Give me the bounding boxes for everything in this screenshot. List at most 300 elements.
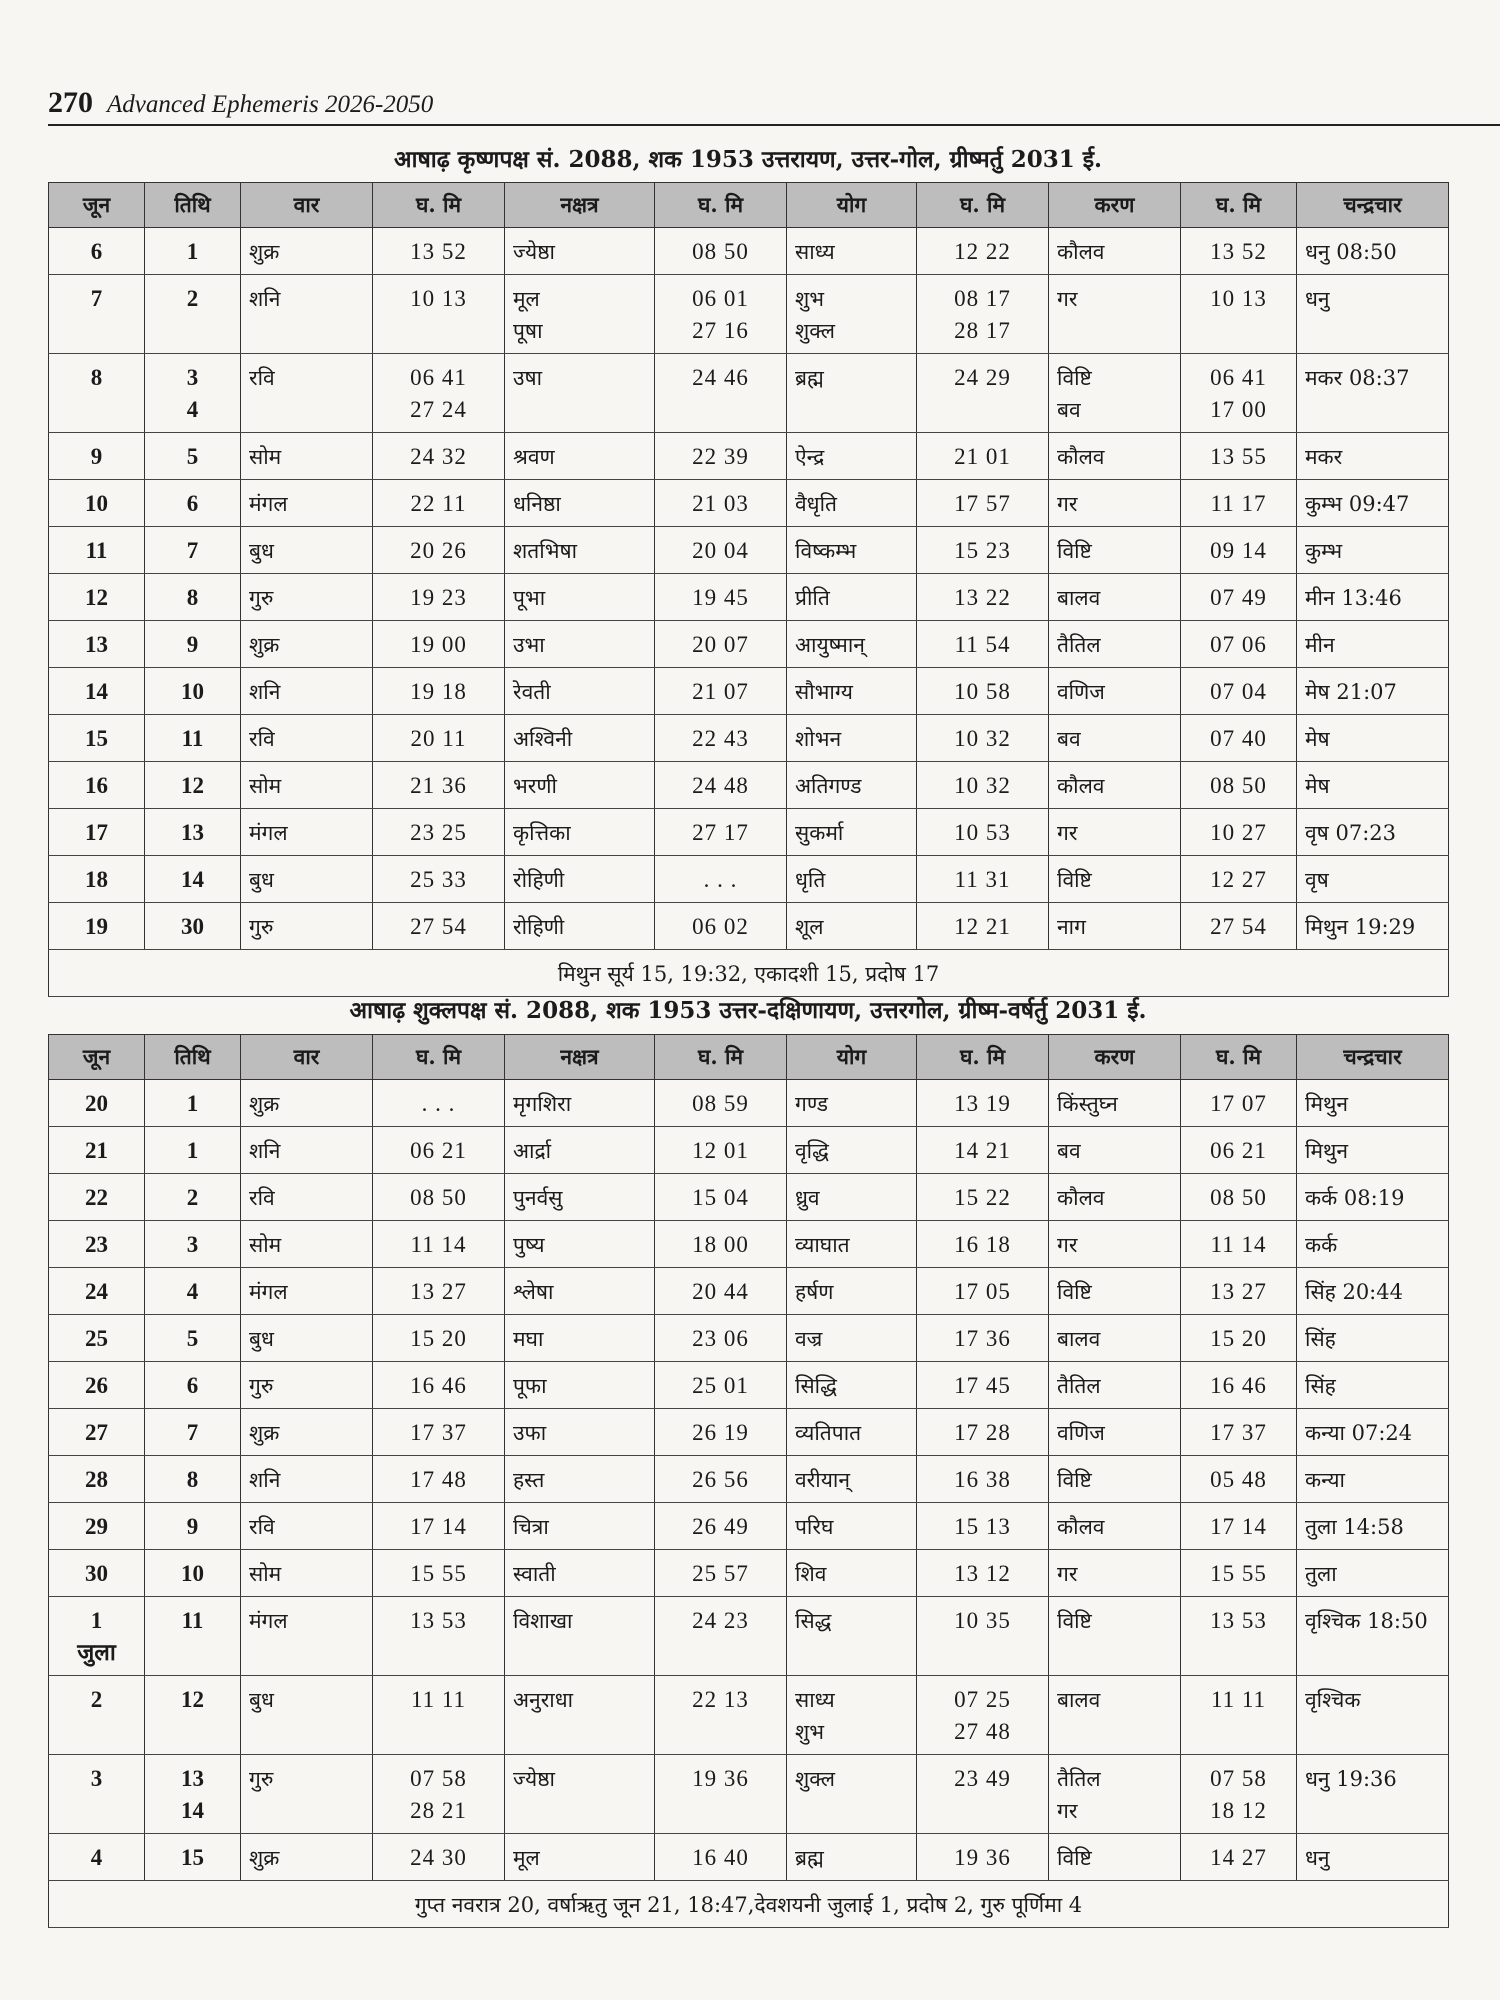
weekday-cell xyxy=(241,354,373,433)
cell-line: 07 49 xyxy=(1210,585,1267,610)
cell-line: वणिज xyxy=(1057,680,1105,704)
cell-line: 24 xyxy=(85,1279,108,1304)
tithi-end-time xyxy=(373,856,505,903)
cell-line: 17 05 xyxy=(954,1279,1011,1304)
column-header: घ. मि xyxy=(655,1035,787,1080)
cell-line: कौलव xyxy=(1057,1515,1105,1539)
yoga-end-time xyxy=(917,275,1049,354)
cell-line: 08 17 xyxy=(954,286,1011,311)
karan-cell xyxy=(1049,621,1181,668)
weekday-cell xyxy=(241,1080,373,1127)
cell-line: मीन xyxy=(1305,633,1335,657)
cell-line: 7 xyxy=(186,1420,199,1445)
nakshatra-cell xyxy=(505,715,655,762)
cell-line: 05 48 xyxy=(1210,1467,1267,1492)
nakshatra-cell xyxy=(505,856,655,903)
cell-line: रवि xyxy=(249,366,275,390)
cell-line: 17 37 xyxy=(410,1420,467,1445)
karan-end-time xyxy=(1181,1362,1297,1409)
cell-line: 22 39 xyxy=(692,444,749,469)
book-title: Advanced Ephemeris 2026-2050 xyxy=(107,91,434,118)
column-header: घ. मि xyxy=(917,1035,1049,1080)
yoga-end-time xyxy=(917,1221,1049,1268)
cell-line: विष्टि xyxy=(1057,1846,1092,1870)
weekday-cell xyxy=(241,480,373,527)
column-header: जून xyxy=(49,1035,145,1080)
table-2-title: आषाढ़ शुक्लपक्ष सं. 2088, शक 1953 उत्तर-दक्षिणायण, उत्तरगोल, ग्रीष्म-वर्षर्तु 2031 ई. xyxy=(349,997,1147,1024)
table-row xyxy=(49,1456,1449,1503)
tithi-end-time xyxy=(373,1221,505,1268)
cell-line: 19 00 xyxy=(410,632,467,657)
karan-cell xyxy=(1049,275,1181,354)
cell-line: 19 45 xyxy=(692,585,749,610)
cell-line: मंगल xyxy=(249,492,288,516)
weekday-cell xyxy=(241,1315,373,1362)
cell-line: ज्येष्ठा xyxy=(513,240,555,264)
cell-line: रवि xyxy=(249,1186,275,1210)
cell-line: 17 14 xyxy=(1210,1514,1267,1539)
date-cell xyxy=(49,1456,145,1503)
cell-line: 11 11 xyxy=(1210,1687,1267,1712)
cell-line: 10 32 xyxy=(954,726,1011,751)
weekday-cell xyxy=(241,1503,373,1550)
cell-line: 07 58 xyxy=(410,1766,467,1791)
nakshatra-cell xyxy=(505,433,655,480)
column-header: वार xyxy=(241,1035,373,1080)
yoga-end-time xyxy=(917,354,1049,433)
cell-line: 23 xyxy=(85,1232,108,1257)
page-header xyxy=(48,86,1500,126)
cell-line: 6 xyxy=(186,491,199,516)
cell-line: 17 57 xyxy=(954,491,1011,516)
cell-line: बुध xyxy=(249,539,274,563)
cell-line: उषा xyxy=(513,366,543,390)
table-row xyxy=(49,354,1449,433)
cell-line: 7 xyxy=(186,538,199,563)
cell-line: आर्द्रा xyxy=(513,1139,552,1163)
tithi-end-time xyxy=(373,1755,505,1834)
cell-line: 19 36 xyxy=(692,1766,749,1791)
tithi-end-time xyxy=(373,809,505,856)
cell-line: 26 49 xyxy=(692,1514,749,1539)
cell-line: धनु 08:50 xyxy=(1305,240,1397,264)
cell-line: ऐन्द्र xyxy=(795,445,825,469)
nakshatra-end-time xyxy=(655,275,787,354)
nakshatra-cell xyxy=(505,1676,655,1755)
yoga-cell xyxy=(787,1315,917,1362)
cell-line: हस्त xyxy=(513,1468,545,1492)
nakshatra-end-time xyxy=(655,903,787,950)
cell-line: कुम्भ xyxy=(1305,539,1343,563)
cell-line: 28 xyxy=(85,1467,108,1492)
moon-sign-cell xyxy=(1297,433,1449,480)
cell-line: 20 26 xyxy=(410,538,467,563)
cell-line: 21 01 xyxy=(954,444,1011,469)
tithi-end-time xyxy=(373,1597,505,1676)
tithi-cell xyxy=(145,1503,241,1550)
header-row xyxy=(49,183,1449,228)
column-header: योग xyxy=(787,1035,917,1080)
nakshatra-end-time xyxy=(655,1268,787,1315)
cell-line: 24 23 xyxy=(692,1608,749,1633)
yoga-end-time xyxy=(917,762,1049,809)
yoga-cell xyxy=(787,1755,917,1834)
nakshatra-end-time xyxy=(655,433,787,480)
cell-line: 14 27 xyxy=(1210,1845,1267,1870)
cell-line: 08 50 xyxy=(1210,773,1267,798)
cell-line: 4 xyxy=(90,1845,103,1870)
cell-line: कौलव xyxy=(1057,1186,1105,1210)
cell-line: मेष xyxy=(1305,774,1330,798)
cell-line: 06 21 xyxy=(1210,1138,1267,1163)
tithi-cell xyxy=(145,275,241,354)
nakshatra-end-time xyxy=(655,354,787,433)
cell-line: 1 xyxy=(186,1138,199,1163)
cell-line: शुक्र xyxy=(249,1092,280,1116)
cell-line: 12 xyxy=(181,1687,204,1712)
moon-sign-cell xyxy=(1297,621,1449,668)
nakshatra-cell xyxy=(505,1597,655,1676)
cell-line: 19 18 xyxy=(410,679,467,704)
tithi-end-time xyxy=(373,433,505,480)
table-row xyxy=(49,1174,1449,1221)
nakshatra-cell xyxy=(505,1315,655,1362)
moon-sign-cell xyxy=(1297,228,1449,275)
cell-line: 18 00 xyxy=(692,1232,749,1257)
cell-line: गुरु xyxy=(249,586,274,610)
cell-line: धनिष्ठा xyxy=(513,492,561,516)
cell-line: विष्टि xyxy=(1057,366,1092,390)
karan-end-time xyxy=(1181,228,1297,275)
nakshatra-cell xyxy=(505,1456,655,1503)
cell-line: 08 50 xyxy=(692,239,749,264)
cell-line: बालव xyxy=(1057,586,1101,610)
cell-line: शनि xyxy=(249,287,281,311)
cell-line: विष्टि xyxy=(1057,1468,1092,1492)
karan-cell xyxy=(1049,1268,1181,1315)
yoga-end-time xyxy=(917,1597,1049,1676)
table-row xyxy=(49,480,1449,527)
karan-cell xyxy=(1049,762,1181,809)
nakshatra-cell xyxy=(505,574,655,621)
footnote-row xyxy=(49,950,1449,997)
table-row xyxy=(49,856,1449,903)
nakshatra-end-time xyxy=(655,1597,787,1676)
cell-line: परिघ xyxy=(795,1515,834,1539)
cell-line: धनु xyxy=(1305,1846,1330,1870)
cell-line: 10 xyxy=(85,491,108,516)
cell-line: 27 54 xyxy=(410,914,467,939)
cell-line: मेष 21:07 xyxy=(1305,680,1397,704)
cell-line: 24 46 xyxy=(692,365,749,390)
tithi-end-time xyxy=(373,1080,505,1127)
cell-line: 16 46 xyxy=(410,1373,467,1398)
yoga-cell xyxy=(787,1221,917,1268)
karan-end-time xyxy=(1181,354,1297,433)
cell-line: 13 27 xyxy=(1210,1279,1267,1304)
cell-line: तुला 14:58 xyxy=(1305,1515,1404,1539)
karan-end-time xyxy=(1181,715,1297,762)
cell-line: मकर xyxy=(1305,445,1343,469)
cell-line: 22 43 xyxy=(692,726,749,751)
cell-line: सोम xyxy=(249,774,282,798)
cell-line: 8 xyxy=(186,1467,199,1492)
nakshatra-cell xyxy=(505,1268,655,1315)
weekday-cell xyxy=(241,1550,373,1597)
nakshatra-cell xyxy=(505,354,655,433)
cell-line: 27 xyxy=(85,1420,108,1445)
cell-line: 16 18 xyxy=(954,1232,1011,1257)
cell-line: 14 21 xyxy=(954,1138,1011,1163)
cell-line: 07 58 xyxy=(1210,1766,1267,1791)
cell-line: 30 xyxy=(181,914,204,939)
tithi-cell xyxy=(145,1174,241,1221)
tithi-end-time xyxy=(373,480,505,527)
cell-line: 12 27 xyxy=(1210,867,1267,892)
nakshatra-end-time xyxy=(655,1080,787,1127)
table-row xyxy=(49,1834,1449,1881)
cell-line: 21 07 xyxy=(692,679,749,704)
cell-line: 08 50 xyxy=(1210,1185,1267,1210)
weekday-cell xyxy=(241,668,373,715)
cell-line: 10 13 xyxy=(1210,286,1267,311)
cell-line: 13 52 xyxy=(1210,239,1267,264)
date-cell xyxy=(49,1268,145,1315)
cell-line: 3 xyxy=(90,1766,103,1791)
cell-line: 20 xyxy=(85,1091,108,1116)
cell-line: श्रवण xyxy=(513,445,555,469)
cell-line: कुम्भ 09:47 xyxy=(1305,492,1410,516)
tithi-end-time xyxy=(373,574,505,621)
cell-line: मकर 08:37 xyxy=(1305,366,1410,390)
cell-line: 19 36 xyxy=(954,1845,1011,1870)
yoga-end-time xyxy=(917,574,1049,621)
cell-line: ब्रह्म xyxy=(795,1846,824,1870)
cell-line: 22 xyxy=(85,1185,108,1210)
moon-sign-cell xyxy=(1297,1755,1449,1834)
tithi-cell xyxy=(145,1550,241,1597)
cell-line: रवि xyxy=(249,727,275,751)
table-row xyxy=(49,275,1449,354)
yoga-end-time xyxy=(917,668,1049,715)
cell-line: 06 02 xyxy=(692,914,749,939)
yoga-end-time xyxy=(917,1834,1049,1881)
cell-line: गर xyxy=(1057,821,1078,845)
cell-line: 1 xyxy=(90,1608,103,1633)
cell-line: बव xyxy=(1057,398,1081,422)
moon-sign-cell xyxy=(1297,715,1449,762)
column-header: नक्षत्र xyxy=(505,183,655,228)
karan-end-time xyxy=(1181,809,1297,856)
weekday-cell xyxy=(241,1597,373,1676)
yoga-cell xyxy=(787,1550,917,1597)
cell-line: 15 xyxy=(181,1845,204,1870)
cell-line: 8 xyxy=(186,585,199,610)
cell-line: 16 38 xyxy=(954,1467,1011,1492)
cell-line: 17 28 xyxy=(954,1420,1011,1445)
yoga-cell xyxy=(787,1080,917,1127)
cell-line: बालव xyxy=(1057,1327,1101,1351)
cell-line: कौलव xyxy=(1057,774,1105,798)
cell-line: साध्य xyxy=(795,240,835,264)
nakshatra-cell xyxy=(505,527,655,574)
cell-line: 27 17 xyxy=(692,820,749,845)
yoga-cell xyxy=(787,1409,917,1456)
cell-line: शनि xyxy=(249,680,281,704)
column-header: घ. मि xyxy=(1181,183,1297,228)
karan-cell xyxy=(1049,809,1181,856)
yoga-cell xyxy=(787,527,917,574)
cell-line: 10 53 xyxy=(954,820,1011,845)
table-row xyxy=(49,1315,1449,1362)
table-row xyxy=(49,1268,1449,1315)
date-cell xyxy=(49,480,145,527)
nakshatra-end-time xyxy=(655,715,787,762)
cell-line: 9 xyxy=(186,632,199,657)
cell-line: विशाखा xyxy=(513,1609,573,1633)
moon-sign-cell xyxy=(1297,1409,1449,1456)
karan-cell xyxy=(1049,1127,1181,1174)
cell-line: 17 00 xyxy=(1210,397,1267,422)
nakshatra-cell xyxy=(505,1755,655,1834)
cell-line: शुक्र xyxy=(249,633,280,657)
cell-line: गर xyxy=(1057,287,1078,311)
yoga-end-time xyxy=(917,1676,1049,1755)
yoga-cell xyxy=(787,354,917,433)
cell-line: 14 xyxy=(85,679,108,704)
footnote: गुप्त नवरात्र 20, वर्षाऋतु जून 21, 18:47,देवशयनी जुलाई 1, प्रदोष 2, गुरु पूर्णिमा 4 xyxy=(49,1881,1449,1928)
moon-sign-cell xyxy=(1297,354,1449,433)
footnote-row xyxy=(49,1881,1449,1928)
cell-line: वृद्धि xyxy=(795,1139,829,1163)
cell-line: कौलव xyxy=(1057,445,1105,469)
tithi-cell xyxy=(145,1597,241,1676)
column-header: घ. मि xyxy=(655,183,787,228)
cell-line: 4 xyxy=(186,1279,199,1304)
karan-end-time xyxy=(1181,1676,1297,1755)
cell-line: बव xyxy=(1057,1139,1081,1163)
cell-line: 12 22 xyxy=(954,239,1011,264)
cell-line: पूषा xyxy=(513,319,543,343)
weekday-cell xyxy=(241,762,373,809)
yoga-end-time xyxy=(917,1409,1049,1456)
cell-line: वृश्चिक 18:50 xyxy=(1305,1609,1428,1633)
cell-line: 17 14 xyxy=(410,1514,467,1539)
nakshatra-cell xyxy=(505,1550,655,1597)
tithi-end-time xyxy=(373,228,505,275)
date-cell xyxy=(49,1834,145,1881)
cell-line: 10 32 xyxy=(954,773,1011,798)
karan-cell xyxy=(1049,354,1181,433)
table-row xyxy=(49,809,1449,856)
nakshatra-end-time xyxy=(655,574,787,621)
nakshatra-cell xyxy=(505,1174,655,1221)
cell-line: वज्र xyxy=(795,1327,823,1351)
cell-line: 13 xyxy=(181,1766,204,1791)
nakshatra-cell xyxy=(505,621,655,668)
cell-line: 12 21 xyxy=(954,914,1011,939)
moon-sign-cell xyxy=(1297,275,1449,354)
cell-line: वैधृति xyxy=(795,492,837,516)
cell-line: 1 xyxy=(186,239,199,264)
cell-line: 30 xyxy=(85,1561,108,1586)
date-cell xyxy=(49,1362,145,1409)
date-cell xyxy=(49,903,145,950)
nakshatra-cell xyxy=(505,809,655,856)
cell-line: 11 xyxy=(181,1608,204,1633)
date-cell xyxy=(49,762,145,809)
cell-line: शुभ xyxy=(795,1720,825,1744)
tithi-cell xyxy=(145,1315,241,1362)
cell-line: 07 40 xyxy=(1210,726,1267,751)
karan-cell xyxy=(1049,1174,1181,1221)
cell-line: मूल xyxy=(513,287,540,311)
cell-line: 15 20 xyxy=(1210,1326,1267,1351)
yoga-cell xyxy=(787,1456,917,1503)
table-row xyxy=(49,1503,1449,1550)
karan-end-time xyxy=(1181,1409,1297,1456)
yoga-end-time xyxy=(917,1755,1049,1834)
table-row xyxy=(49,1597,1449,1676)
karan-cell xyxy=(1049,1834,1181,1881)
karan-cell xyxy=(1049,1456,1181,1503)
cell-line: 11 xyxy=(181,726,204,751)
cell-line: विष्कम्भ xyxy=(795,539,857,563)
krishna-paksha-table xyxy=(48,182,1449,997)
cell-line: सिंह 20:44 xyxy=(1305,1280,1403,1304)
table-row xyxy=(49,574,1449,621)
karan-end-time xyxy=(1181,1834,1297,1881)
tithi-cell xyxy=(145,1755,241,1834)
moon-sign-cell xyxy=(1297,574,1449,621)
cell-line: चित्रा xyxy=(513,1515,549,1539)
tithi-cell xyxy=(145,1834,241,1881)
cell-line: पूभा xyxy=(513,586,546,610)
cell-line: 24 48 xyxy=(692,773,749,798)
cell-line: 9 xyxy=(90,444,103,469)
weekday-cell xyxy=(241,275,373,354)
tithi-cell xyxy=(145,433,241,480)
cell-line: व्याघात xyxy=(795,1233,850,1257)
cell-line: 11 54 xyxy=(954,632,1011,657)
cell-line: 26 19 xyxy=(692,1420,749,1445)
yoga-cell xyxy=(787,809,917,856)
cell-line: 15 04 xyxy=(692,1185,749,1210)
cell-line: शोभन xyxy=(795,727,842,751)
date-cell xyxy=(49,1127,145,1174)
weekday-cell xyxy=(241,1127,373,1174)
weekday-cell xyxy=(241,1362,373,1409)
cell-line: पुष्य xyxy=(513,1233,545,1257)
table-row xyxy=(49,1080,1449,1127)
cell-line: रवि xyxy=(249,1515,275,1539)
yoga-cell xyxy=(787,480,917,527)
cell-line: 27 24 xyxy=(410,397,467,422)
yoga-end-time xyxy=(917,1362,1049,1409)
tithi-end-time xyxy=(373,1174,505,1221)
tithi-end-time xyxy=(373,354,505,433)
cell-line: सिद्धि xyxy=(795,1374,837,1398)
cell-line: रेवती xyxy=(513,680,551,704)
weekday-cell xyxy=(241,1834,373,1881)
page-number: 270 xyxy=(48,86,93,119)
cell-line: 15 23 xyxy=(954,538,1011,563)
date-cell xyxy=(49,1409,145,1456)
tithi-end-time xyxy=(373,715,505,762)
cell-line: किंस्तुघ्न xyxy=(1057,1092,1118,1116)
nakshatra-end-time xyxy=(655,856,787,903)
column-header: तिथि xyxy=(145,1035,241,1080)
